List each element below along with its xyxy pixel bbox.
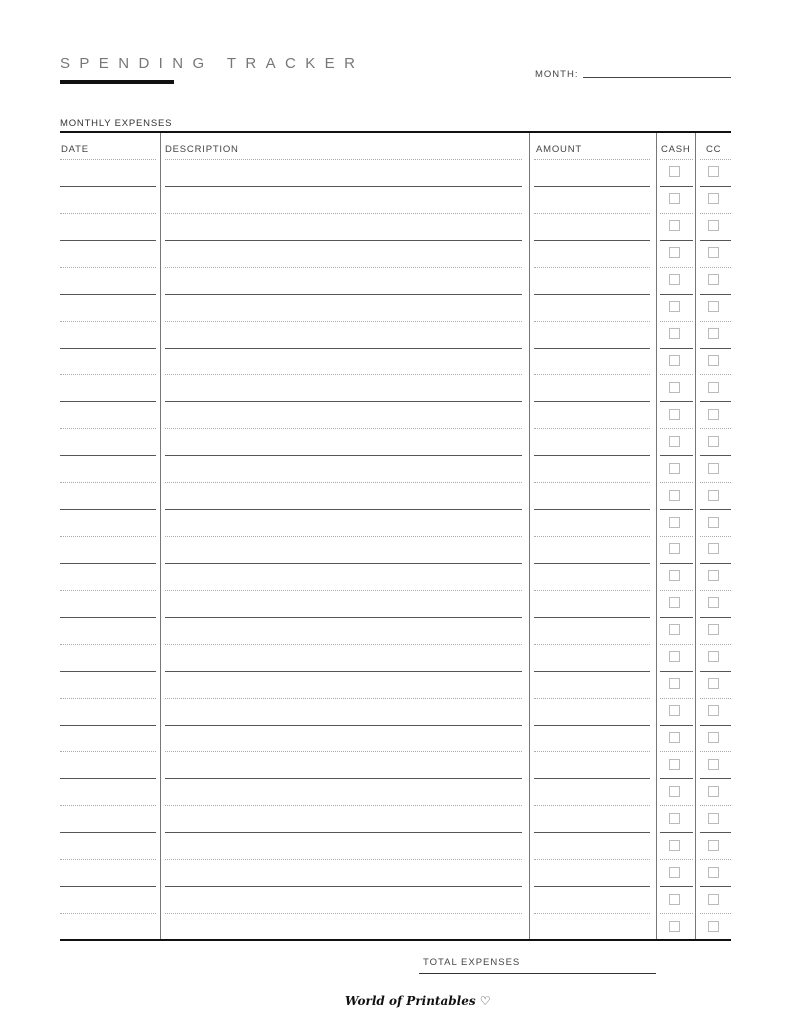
cc-checkbox[interactable] xyxy=(708,786,719,797)
description-row-line[interactable] xyxy=(165,186,522,187)
cc-checkbox[interactable] xyxy=(708,624,719,635)
cc-checkbox[interactable] xyxy=(708,732,719,743)
page-title: SPENDING TRACKER xyxy=(60,55,365,72)
description-row-line[interactable] xyxy=(165,536,522,537)
amount-row-line[interactable] xyxy=(534,213,650,214)
date-row-line[interactable] xyxy=(60,913,156,914)
cc-row-line xyxy=(700,751,731,752)
brand-logo: World of Printables ♡ xyxy=(345,994,491,1008)
cash-checkbox[interactable] xyxy=(669,813,680,824)
cc-row-line xyxy=(700,778,731,779)
cash-checkbox[interactable] xyxy=(669,247,680,258)
cash-row-line xyxy=(660,159,693,160)
cash-row-line xyxy=(660,805,693,806)
cash-checkbox[interactable] xyxy=(669,463,680,474)
cc-checkbox[interactable] xyxy=(708,517,719,528)
cash-row-line xyxy=(660,240,693,241)
cc-checkbox[interactable] xyxy=(708,705,719,716)
date-row-line[interactable] xyxy=(60,240,156,241)
cc-checkbox[interactable] xyxy=(708,543,719,554)
cash-row-line xyxy=(660,186,693,187)
date-row-line[interactable] xyxy=(60,509,156,510)
cc-checkbox[interactable] xyxy=(708,570,719,581)
cash-row-line xyxy=(660,832,693,833)
description-row-line[interactable] xyxy=(165,563,522,564)
cash-checkbox[interactable] xyxy=(669,301,680,312)
cc-checkbox[interactable] xyxy=(708,651,719,662)
amount-row-line[interactable] xyxy=(534,348,650,349)
description-row-line[interactable] xyxy=(165,671,522,672)
cc-checkbox[interactable] xyxy=(708,840,719,851)
amount-row-line[interactable] xyxy=(534,159,650,160)
description-row-line[interactable] xyxy=(165,509,522,510)
description-row-line[interactable] xyxy=(165,401,522,402)
description-row-line[interactable] xyxy=(165,617,522,618)
cc-checkbox[interactable] xyxy=(708,355,719,366)
section-title: MONTHLY EXPENSES xyxy=(60,118,173,129)
description-row-line[interactable] xyxy=(165,725,522,726)
description-row-line[interactable] xyxy=(165,321,522,322)
cc-checkbox[interactable] xyxy=(708,409,719,420)
date-row-line[interactable] xyxy=(60,294,156,295)
title-underline xyxy=(60,80,174,84)
description-row-line[interactable] xyxy=(165,213,522,214)
cc-checkbox[interactable] xyxy=(708,436,719,447)
cc-checkbox[interactable] xyxy=(708,301,719,312)
cash-row-line xyxy=(660,509,693,510)
amount-row-line[interactable] xyxy=(534,374,650,375)
cash-checkbox[interactable] xyxy=(669,732,680,743)
cash-row-line xyxy=(660,294,693,295)
cash-row-line xyxy=(660,428,693,429)
cash-checkbox[interactable] xyxy=(669,570,680,581)
cash-row-line xyxy=(660,751,693,752)
cc-row-line xyxy=(700,374,731,375)
cash-row-line xyxy=(660,321,693,322)
cash-row-line xyxy=(660,698,693,699)
column-header-cc: CC xyxy=(706,144,722,155)
amount-row-line[interactable] xyxy=(534,563,650,564)
cash-row-line xyxy=(660,913,693,914)
amount-row-line[interactable] xyxy=(534,725,650,726)
column-divider xyxy=(695,133,696,939)
table-bottom-rule xyxy=(60,939,731,941)
cash-checkbox[interactable] xyxy=(669,355,680,366)
date-row-line[interactable] xyxy=(60,725,156,726)
cc-checkbox[interactable] xyxy=(708,382,719,393)
date-row-line[interactable] xyxy=(60,859,156,860)
total-expenses-label: TOTAL EXPENSES xyxy=(423,957,521,968)
description-row-line[interactable] xyxy=(165,348,522,349)
cc-row-line xyxy=(700,698,731,699)
amount-row-line[interactable] xyxy=(534,509,650,510)
column-header-date: DATE xyxy=(61,144,89,155)
description-row-line[interactable] xyxy=(165,240,522,241)
description-row-line[interactable] xyxy=(165,590,522,591)
cc-checkbox[interactable] xyxy=(708,166,719,177)
amount-row-line[interactable] xyxy=(534,751,650,752)
column-divider xyxy=(160,133,161,939)
date-row-line[interactable] xyxy=(60,698,156,699)
cash-checkbox[interactable] xyxy=(669,921,680,932)
date-row-line[interactable] xyxy=(60,186,156,187)
date-row-line[interactable] xyxy=(60,644,156,645)
description-row-line[interactable] xyxy=(165,159,522,160)
description-row-line[interactable] xyxy=(165,859,522,860)
cc-row-line xyxy=(700,509,731,510)
cash-checkbox[interactable] xyxy=(669,193,680,204)
description-row-line[interactable] xyxy=(165,482,522,483)
cc-row-line xyxy=(700,482,731,483)
amount-row-line[interactable] xyxy=(534,294,650,295)
cc-checkbox[interactable] xyxy=(708,894,719,905)
cash-checkbox[interactable] xyxy=(669,786,680,797)
date-row-line[interactable] xyxy=(60,590,156,591)
cash-checkbox[interactable] xyxy=(669,894,680,905)
description-row-line[interactable] xyxy=(165,805,522,806)
cc-row-line xyxy=(700,401,731,402)
cc-row-line xyxy=(700,159,731,160)
amount-row-line[interactable] xyxy=(534,401,650,402)
date-row-line[interactable] xyxy=(60,886,156,887)
description-row-line[interactable] xyxy=(165,832,522,833)
amount-row-line[interactable] xyxy=(534,671,650,672)
cash-row-line xyxy=(660,671,693,672)
cash-row-line xyxy=(660,267,693,268)
cash-checkbox[interactable] xyxy=(669,274,680,285)
amount-row-line[interactable] xyxy=(534,186,650,187)
date-row-line[interactable] xyxy=(60,482,156,483)
amount-row-line[interactable] xyxy=(534,617,650,618)
date-row-line[interactable] xyxy=(60,455,156,456)
cash-checkbox[interactable] xyxy=(669,382,680,393)
amount-row-line[interactable] xyxy=(534,536,650,537)
cash-row-line xyxy=(660,455,693,456)
cash-checkbox[interactable] xyxy=(669,220,680,231)
cash-row-line xyxy=(660,536,693,537)
date-row-line[interactable] xyxy=(60,213,156,214)
cash-row-line xyxy=(660,348,693,349)
cc-row-line xyxy=(700,617,731,618)
cc-checkbox[interactable] xyxy=(708,463,719,474)
cash-checkbox[interactable] xyxy=(669,597,680,608)
column-divider xyxy=(529,133,530,939)
cc-checkbox[interactable] xyxy=(708,220,719,231)
cc-checkbox[interactable] xyxy=(708,759,719,770)
cash-row-line xyxy=(660,617,693,618)
cc-checkbox[interactable] xyxy=(708,678,719,689)
amount-row-line[interactable] xyxy=(534,267,650,268)
amount-row-line[interactable] xyxy=(534,240,650,241)
description-row-line[interactable] xyxy=(165,455,522,456)
date-row-line[interactable] xyxy=(60,563,156,564)
amount-row-line[interactable] xyxy=(534,455,650,456)
cash-row-line xyxy=(660,401,693,402)
total-expenses-input-line[interactable] xyxy=(419,973,656,974)
date-row-line[interactable] xyxy=(60,617,156,618)
column-header-amount: AMOUNT xyxy=(536,144,582,155)
column-divider xyxy=(656,133,657,939)
amount-row-line[interactable] xyxy=(534,482,650,483)
description-row-line[interactable] xyxy=(165,913,522,914)
cc-checkbox[interactable] xyxy=(708,193,719,204)
date-row-line[interactable] xyxy=(60,321,156,322)
cash-checkbox[interactable] xyxy=(669,409,680,420)
date-row-line[interactable] xyxy=(60,832,156,833)
cc-row-line xyxy=(700,321,731,322)
cc-row-line xyxy=(700,671,731,672)
cc-row-line xyxy=(700,294,731,295)
cash-row-line xyxy=(660,859,693,860)
cash-checkbox[interactable] xyxy=(669,517,680,528)
cc-row-line xyxy=(700,590,731,591)
cash-row-line xyxy=(660,374,693,375)
cc-row-line xyxy=(700,267,731,268)
cc-row-line xyxy=(700,886,731,887)
cc-row-line xyxy=(700,428,731,429)
cash-checkbox[interactable] xyxy=(669,678,680,689)
date-row-line[interactable] xyxy=(60,267,156,268)
cc-row-line xyxy=(700,213,731,214)
cash-row-line xyxy=(660,563,693,564)
cc-checkbox[interactable] xyxy=(708,274,719,285)
cash-checkbox[interactable] xyxy=(669,624,680,635)
cash-row-line xyxy=(660,725,693,726)
amount-row-line[interactable] xyxy=(534,590,650,591)
date-row-line[interactable] xyxy=(60,428,156,429)
date-row-line[interactable] xyxy=(60,348,156,349)
month-label: MONTH: xyxy=(535,69,579,80)
amount-row-line[interactable] xyxy=(534,913,650,914)
month-input-line[interactable] xyxy=(583,77,731,78)
cash-row-line xyxy=(660,778,693,779)
description-row-line[interactable] xyxy=(165,374,522,375)
cc-row-line xyxy=(700,725,731,726)
date-row-line[interactable] xyxy=(60,751,156,752)
cash-row-line xyxy=(660,886,693,887)
date-row-line[interactable] xyxy=(60,805,156,806)
cash-row-line xyxy=(660,482,693,483)
cc-checkbox[interactable] xyxy=(708,490,719,501)
cash-checkbox[interactable] xyxy=(669,651,680,662)
amount-row-line[interactable] xyxy=(534,832,650,833)
description-row-line[interactable] xyxy=(165,778,522,779)
description-row-line[interactable] xyxy=(165,267,522,268)
cash-checkbox[interactable] xyxy=(669,840,680,851)
cc-row-line xyxy=(700,348,731,349)
description-row-line[interactable] xyxy=(165,644,522,645)
amount-row-line[interactable] xyxy=(534,321,650,322)
cash-checkbox[interactable] xyxy=(669,543,680,554)
cash-checkbox[interactable] xyxy=(669,867,680,878)
cash-checkbox[interactable] xyxy=(669,490,680,501)
description-row-line[interactable] xyxy=(165,886,522,887)
amount-row-line[interactable] xyxy=(534,805,650,806)
cc-checkbox[interactable] xyxy=(708,867,719,878)
description-row-line[interactable] xyxy=(165,751,522,752)
description-row-line[interactable] xyxy=(165,698,522,699)
cc-row-line xyxy=(700,186,731,187)
cash-checkbox[interactable] xyxy=(669,328,680,339)
cc-checkbox[interactable] xyxy=(708,813,719,824)
date-row-line[interactable] xyxy=(60,671,156,672)
cc-checkbox[interactable] xyxy=(708,328,719,339)
cc-row-line xyxy=(700,644,731,645)
amount-row-line[interactable] xyxy=(534,698,650,699)
cc-row-line xyxy=(700,832,731,833)
column-header-cash: CASH xyxy=(661,144,691,155)
amount-row-line[interactable] xyxy=(534,428,650,429)
cc-row-line xyxy=(700,536,731,537)
amount-row-line[interactable] xyxy=(534,778,650,779)
cc-checkbox[interactable] xyxy=(708,247,719,258)
cash-checkbox[interactable] xyxy=(669,705,680,716)
date-row-line[interactable] xyxy=(60,536,156,537)
cash-checkbox[interactable] xyxy=(669,166,680,177)
description-row-line[interactable] xyxy=(165,294,522,295)
date-row-line[interactable] xyxy=(60,401,156,402)
description-row-line[interactable] xyxy=(165,428,522,429)
cc-row-line xyxy=(700,805,731,806)
cash-checkbox[interactable] xyxy=(669,436,680,447)
date-row-line[interactable] xyxy=(60,778,156,779)
cash-checkbox[interactable] xyxy=(669,759,680,770)
cc-checkbox[interactable] xyxy=(708,597,719,608)
cc-row-line xyxy=(700,455,731,456)
amount-row-line[interactable] xyxy=(534,644,650,645)
cc-checkbox[interactable] xyxy=(708,921,719,932)
cash-row-line xyxy=(660,213,693,214)
column-header-description: DESCRIPTION xyxy=(165,144,239,155)
amount-row-line[interactable] xyxy=(534,886,650,887)
amount-row-line[interactable] xyxy=(534,859,650,860)
date-row-line[interactable] xyxy=(60,159,156,160)
cc-row-line xyxy=(700,240,731,241)
cc-row-line xyxy=(700,563,731,564)
date-row-line[interactable] xyxy=(60,374,156,375)
cash-row-line xyxy=(660,590,693,591)
cc-row-line xyxy=(700,859,731,860)
cc-row-line xyxy=(700,913,731,914)
cash-row-line xyxy=(660,644,693,645)
